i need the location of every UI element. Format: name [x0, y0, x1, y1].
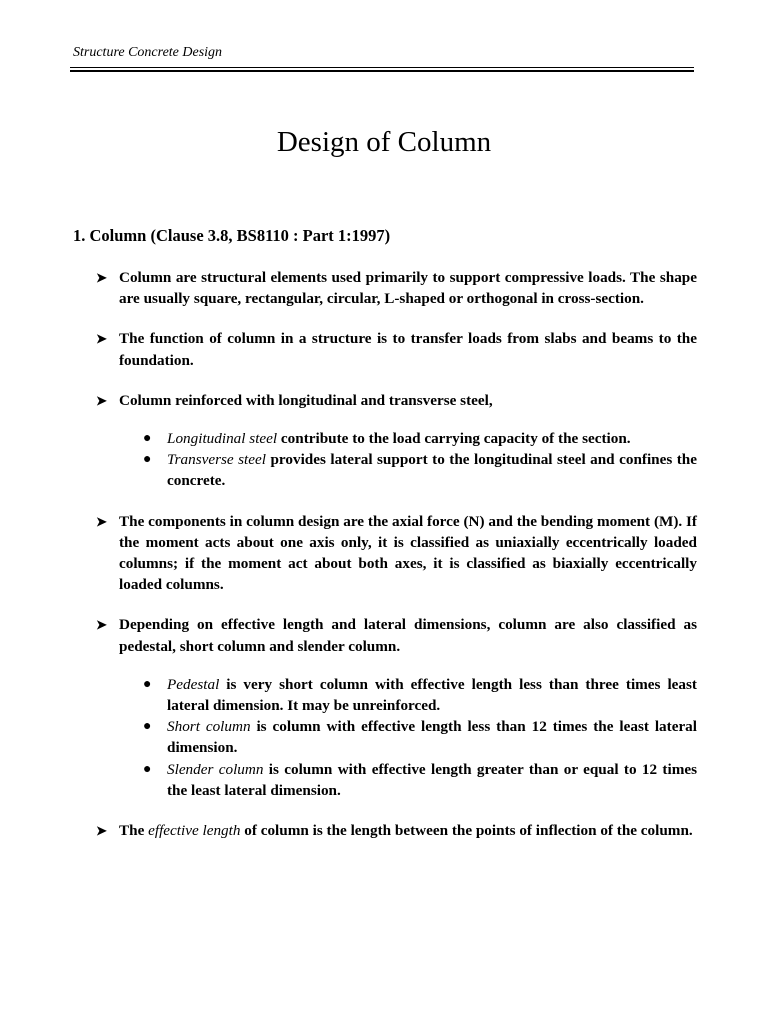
- list-item-text: is very short column with effective length less than three times least lateral dimension. It may be unreinforced.: [167, 675, 697, 715]
- list-item-text: provides lateral support to the longitudinal steel and confines the concrete.: [167, 451, 697, 490]
- list-item-text: is column with effective length greater than or equal to 12 times the least lateral dimension.: [167, 760, 697, 799]
- column-type-list: [96, 674, 697, 801]
- list-item: [96, 716, 697, 758]
- steel-type-list: [96, 428, 697, 492]
- term-short-column: Short column: [167, 718, 251, 736]
- content-body: [96, 267, 697, 860]
- bullet-paragraph: [96, 820, 697, 841]
- bullet-text: Column are structural elements used primarily to support compressive loads. The shape are usually square, rectangular, circular, L-shaped or orthogonal in cross-section.: [119, 269, 697, 308]
- section-heading: 1. Column (Clause 3.8, BS8110 : Part 1:1997): [73, 226, 391, 245]
- list-item: [96, 759, 697, 801]
- round-bullet-icon: ●: [143, 761, 152, 777]
- arrowhead-bullet-icon: ➤: [96, 617, 107, 633]
- arrowhead-bullet-icon: ➤: [96, 331, 107, 347]
- list-item-text: is column with effective length less than 12 times the least lateral dimension.: [167, 718, 697, 757]
- document-title: Design of Column: [276, 126, 492, 158]
- arrowhead-bullet-icon: ➤: [96, 823, 107, 839]
- list-item-text: contribute to the load carrying capacity of the section.: [277, 430, 631, 448]
- arrowhead-bullet-icon: ➤: [96, 270, 107, 285]
- term-effective-length: effective length: [148, 822, 241, 840]
- term-transverse-steel: Transverse steel: [167, 451, 266, 469]
- bullet-text-rest: of column is the length between the points of inflection of the column.: [240, 822, 693, 840]
- round-bullet-icon: ●: [143, 452, 152, 468]
- round-bullet-icon: ●: [143, 676, 152, 692]
- bullet-text: The components in column design are the axial force (N) and the bending moment (M). If the moment acts about one axis only, it is classified as uniaxially eccentrically loaded columns; if the moment act about both axes, it is classified as biaxially eccentrically loaded columns.: [119, 512, 697, 594]
- term-longitudinal-steel: Longitudinal steel: [167, 430, 278, 448]
- bullet-paragraph: [96, 614, 697, 656]
- header-rule-thick: [70, 70, 694, 72]
- list-item: [96, 674, 697, 716]
- term-slender-column: Slender column: [167, 760, 264, 778]
- term-pedestal: Pedestal: [167, 675, 220, 693]
- list-item: [96, 449, 697, 491]
- list-item: [96, 428, 697, 449]
- bullet-paragraph: [96, 511, 697, 596]
- bullet-text: The function of column in a structure is to transfer loads from slabs and beams to the foundation.: [119, 330, 697, 369]
- header-title: Structure Concrete Design: [73, 45, 223, 60]
- round-bullet-icon: ●: [143, 431, 152, 447]
- header-rule-thin: [70, 67, 694, 68]
- bullet-paragraph: [96, 267, 697, 309]
- bullet-text: Depending on effective length and lateral dimensions, column are also classified as pedestal, short column and slender column.: [119, 616, 697, 655]
- bullet-paragraph: [96, 328, 697, 370]
- bullet-paragraph: [96, 390, 697, 411]
- arrowhead-bullet-icon: ➤: [96, 513, 107, 529]
- bullet-text: Column reinforced with longitudinal and transverse steel,: [119, 391, 493, 409]
- bullet-text-pre: The: [119, 822, 149, 840]
- round-bullet-icon: ●: [143, 719, 152, 735]
- arrowhead-bullet-icon: ➤: [96, 392, 107, 408]
